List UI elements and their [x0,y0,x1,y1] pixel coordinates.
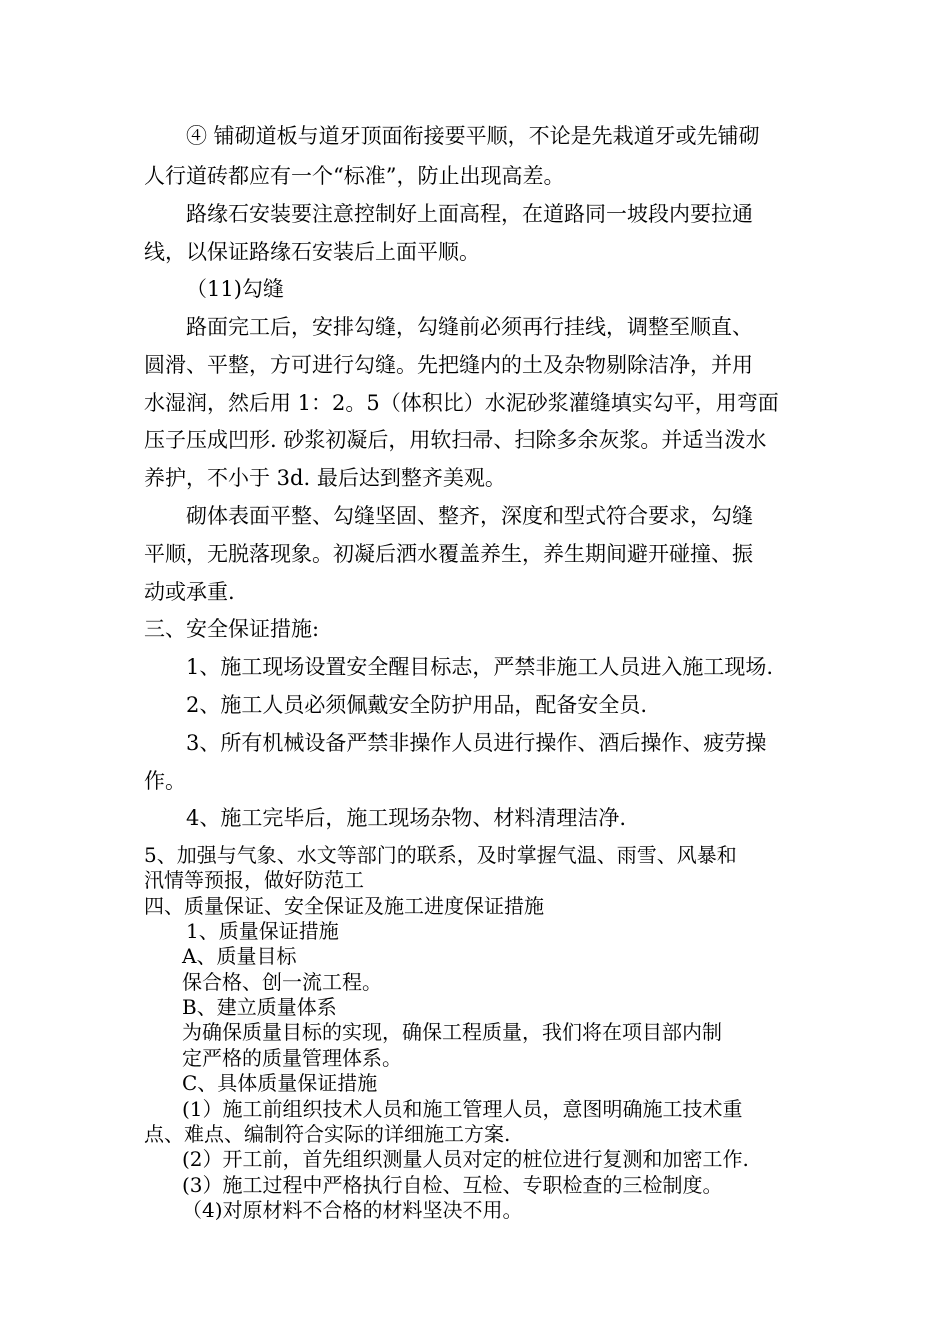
paragraph-line: 平顺，无脱落现象。初凝后洒水覆盖养生，养生期间避开碰撞、振 [144,542,753,566]
subsection-heading: A、质量目标 [182,944,297,968]
list-item: 4、施工完毕后，施工现场杂物、材料清理洁净. [186,806,627,830]
paragraph-line: 动或承重. [144,580,235,604]
subsection-heading: C、具体质量保证措施 [182,1071,378,1095]
paragraph-line: ④ 铺砌道板与道牙顶面衔接要平顺，不论是先栽道牙或先铺砌 [186,124,760,148]
list-item: 汛情等预报，做好防范工 [144,868,364,892]
section-heading: 三、安全保证措施: [144,617,320,641]
list-item: (3）施工过程中严格执行自检、互检、专职检查的三检制度。 [182,1173,723,1197]
paragraph-line: 保合格、创一流工程。 [182,970,382,994]
list-item: 1、施工现场设置安全醒目标志，严禁非施工人员进入施工现场. [186,655,774,679]
paragraph-line: 线，以保证路缘石安装后上面平顺。 [144,240,480,264]
list-item: (2）开工前，首先组织测量人员对定的桩位进行复测和加密工作. [182,1147,749,1171]
paragraph-line: 圆滑、平整，方可进行勾缝。先把缝内的土及杂物剔除洁净，并用 [144,353,753,377]
list-item: (1）施工前组织技术人员和施工管理人员，意图明确施工技术重 [182,1097,743,1121]
paragraph-line: 为确保质量目标的实现，确保工程质量，我们将在项目部内制 [182,1020,722,1044]
paragraph-line: 路缘石安装要注意控制好上面高程，在道路同一坡段内要拉通 [186,202,753,226]
paragraph-line: 定严格的质量管理体系。 [182,1046,402,1070]
section-heading: （11)勾缝 [186,277,284,301]
list-item: 作。 [144,769,186,793]
paragraph-line: 砌体表面平整、勾缝坚固、整齐，深度和型式符合要求，勾缝 [186,504,753,528]
list-item: （4)对原材料不合格的材料坚决不用。 [182,1198,523,1222]
list-item: 点、难点、编制符合实际的详细施工方案. [144,1122,511,1146]
list-item: 3、所有机械设备严禁非操作人员进行操作、酒后操作、疲劳操 [186,731,767,755]
paragraph-line: 压子压成凹形. 砂浆初凝后，用软扫帚、扫除多余灰浆。并适当泼水 [144,428,767,452]
paragraph-line: 路面完工后，安排勾缝，勾缝前必须再行挂线，调整至顺直、 [186,315,753,339]
paragraph-line: 水湿润，然后用 1：2。5（体积比）水泥砂浆灌缝填实勾平，用弯面 [144,391,779,415]
list-item: 2、施工人员必须佩戴安全防护用品，配备安全员. [186,693,648,717]
subsection-heading: 1、质量保证措施 [186,919,339,943]
paragraph-line: 人行道砖都应有一个“标准”，防止出现高差。 [144,164,565,188]
subsection-heading: B、建立质量体系 [182,995,337,1019]
paragraph-line: 养护，不小于 3d. 最后达到整齐美观。 [144,466,506,490]
list-item: 5、加强与气象、水文等部门的联系，及时掌握气温、雨雪、风暴和 [144,843,737,867]
section-heading: 四、质量保证、安全保证及施工进度保证措施 [144,894,544,918]
